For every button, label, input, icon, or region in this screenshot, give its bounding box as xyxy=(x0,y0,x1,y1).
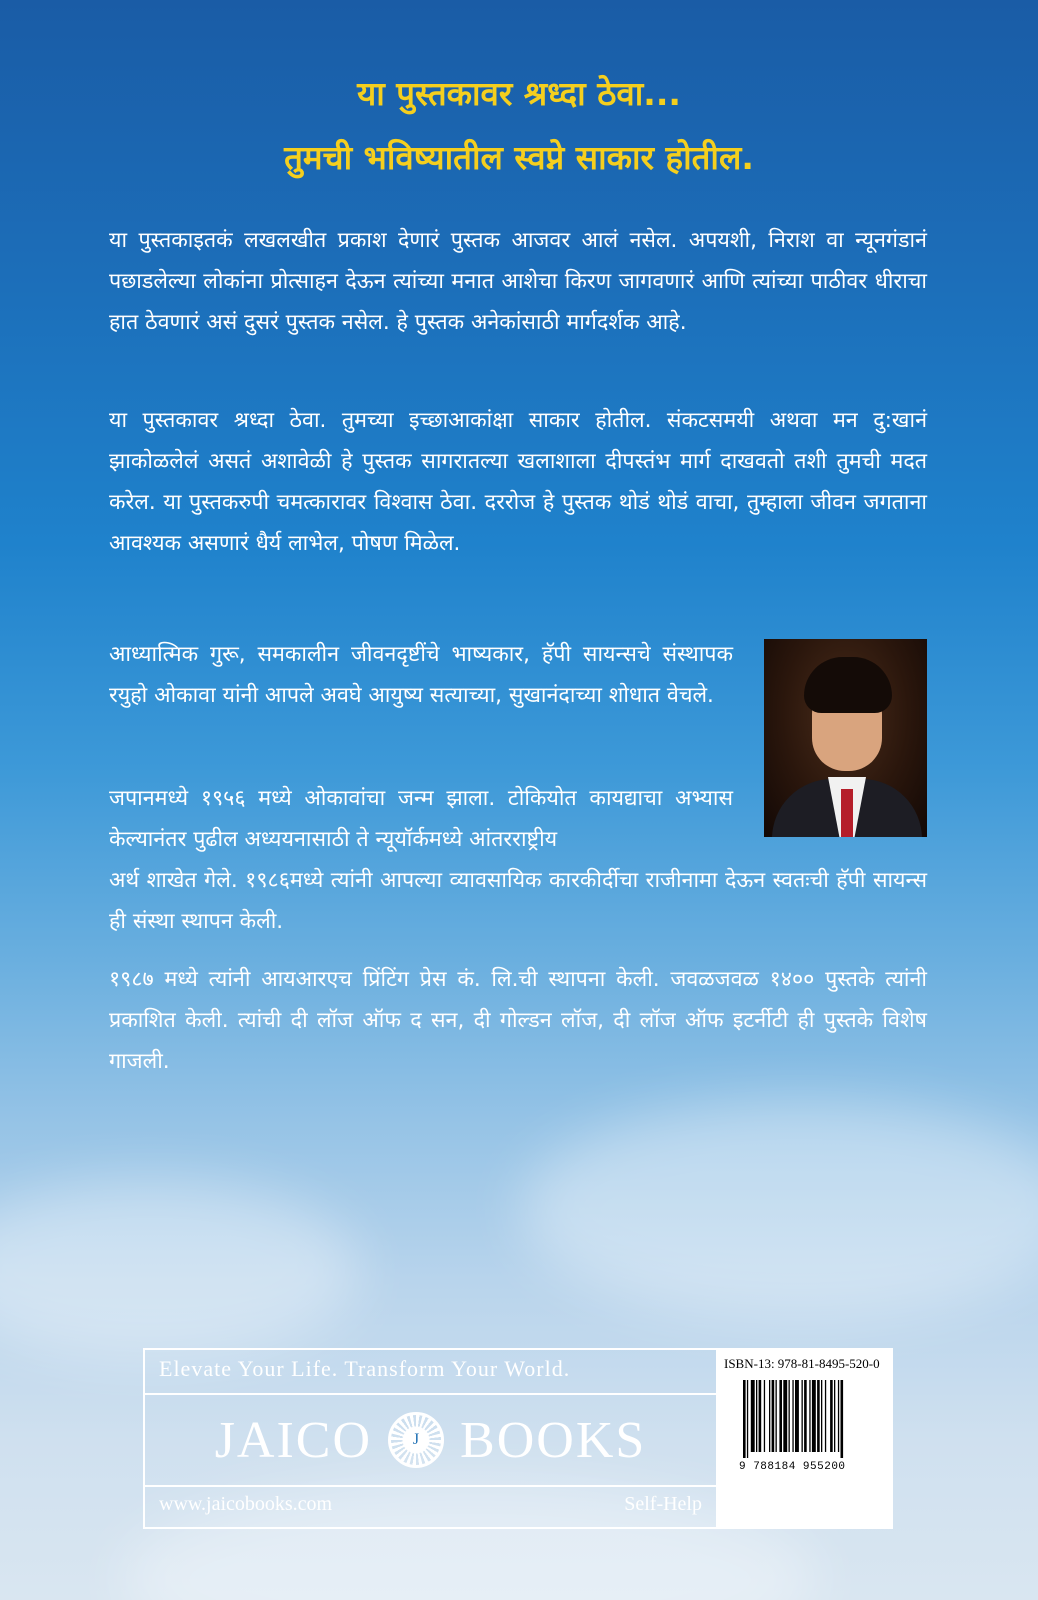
publisher-panel xyxy=(145,1350,718,1527)
publisher-website: www.jaicobooks.com xyxy=(159,1493,333,1515)
publisher-tagline: Elevate Your Life. Transform Your World. xyxy=(159,1356,571,1381)
headline-line-1: या पुस्तकावर श्रध्दा ठेवा... xyxy=(357,74,681,113)
headline-line-2: तुमची भविष्यातील स्वप्ने साकार होतील. xyxy=(284,138,754,177)
author-paragraph-1: आध्यात्मिक गुरू, समकालीन जीवनदृष्टींचे भाष्यकार, हॅपी सायन्सचे संस्थापक रयुहो ओकावा यांनी आपले अवघे आयुष्य सत्याच्या, सुखानंदाच्या शोधात वेचले. xyxy=(109,642,733,708)
headline xyxy=(0,62,1038,190)
author-paragraph-2b: अर्थ शाखेत गेले. १९८६मध्ये त्यांनी आपल्या व्यावसायिक कारकीर्दीचा राजीनामा देऊन स्वतःची हॅपी सायन्स ही संस्था स्थापन केली. xyxy=(109,868,927,934)
intro-paragraph-1: या पुस्तकाइतकं लखलखीत प्रकाश देणारं पुस्तक आजवर आलं नसेल. अपयशी, निराश वा न्यूनगंडानं पछाडलेल्या लोकांना प्रोत्साहन देऊन त्यांच्या मनात आशेचा किरण जागवणारं आणि त्यांच्या पाठीवर धीराचा हात ठेवणारं असं दुसरं पुस्तक नसेल. हे पुस्तक अनेकांसाठी मार्गदर्शक आहे. xyxy=(109,228,927,335)
barcode-panel xyxy=(716,1350,891,1527)
publisher-footer xyxy=(143,1348,893,1529)
barcode-digits: 9 788184 955200 xyxy=(739,1461,846,1473)
divider xyxy=(145,1485,716,1487)
author-paragraph-2a: जपानमध्ये १९५६ मध्ये ओकावांचा जन्म झाला. टोकियोत कायद्याचा अभ्यास केल्यानंतर पुढील अध्ययनासाठी ते न्यूयॉर्कमध्ये आंतरराष्ट्रीय xyxy=(109,786,733,852)
jaico-logo-icon: J xyxy=(388,1412,444,1468)
brand-name-left: JAICO xyxy=(214,1411,373,1469)
divider xyxy=(145,1393,716,1395)
author-paragraph-3: १९८७ मध्ये त्यांनी आयआरएच प्रिंटिंग प्रेस कं. लि.ची स्थापना केली. जवळजवळ १४०० पुस्तके त्यांनी प्रकाशित केली. त्यांची दी लॉज ऑफ द सन, दी गोल्डन लॉज, दी लॉज ऑफ इटर्नीटी ही पुस्तके विशेष गाजली. xyxy=(109,967,927,1074)
intro-paragraph-2: या पुस्तकावर श्रध्दा ठेवा. तुमच्या इच्छाआकांक्षा साकार होतील. संकटसमयी अथवा मन दु:खानं झाकोळलेलं असतं अशावेळी हे पुस्तक सागरातल्या खलाशाला दीपस्तंभ मार्ग दाखवतो तशी तुमची मदत करेल. या पुस्तकरुपी चमत्कारावर विश्वास ठेवा. दररोज हे पुस्तक थोडं थोडं वाचा, तुम्हाला जीवन जगताना आवश्यक असणारं धैर्य लाभेल, पोषण मिळेल. xyxy=(109,408,927,556)
barcode-icon xyxy=(741,1380,873,1458)
book-category: Self-Help xyxy=(624,1493,702,1515)
cloud xyxy=(520,1100,1038,1320)
publisher-brand xyxy=(145,1398,716,1482)
brand-name-right: BOOKS xyxy=(460,1411,647,1469)
author-photo xyxy=(764,639,927,837)
cloud xyxy=(0,1180,360,1360)
isbn-label: ISBN-13: 978-81-8495-520-0 xyxy=(724,1356,880,1371)
